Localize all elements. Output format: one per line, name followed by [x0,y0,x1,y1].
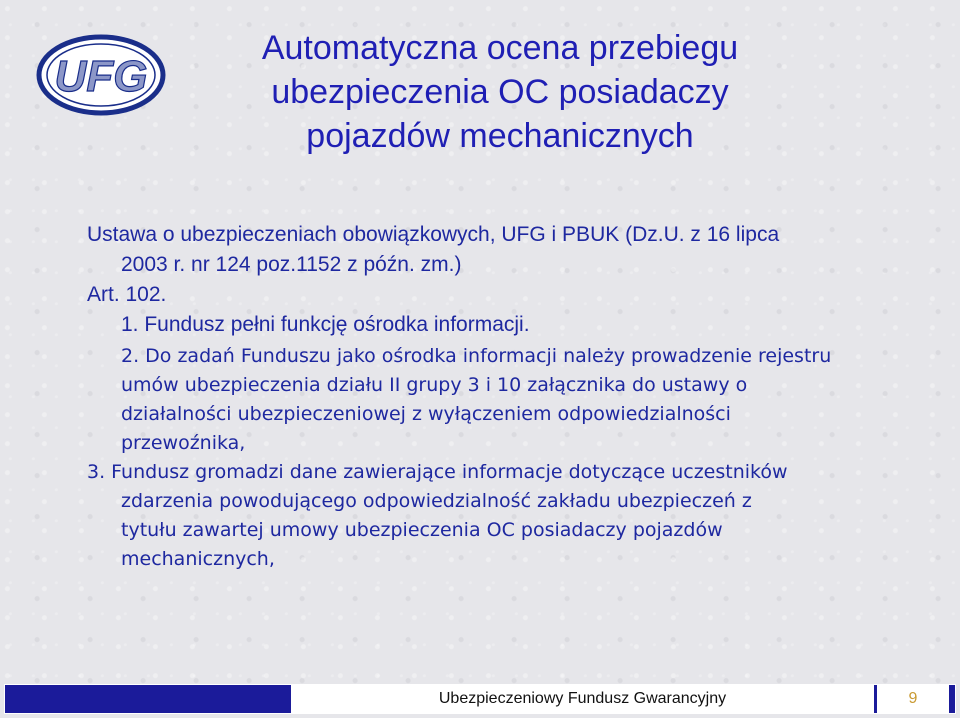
title-line: Automatyczna ocena przebiegu [261,29,739,67]
point-line: działalności ubezpieczeniowej z wyłączeniem odpowiedzialności [121,403,731,425]
slide-content [87,220,907,574]
title-line: pojazdów mechanicznych [306,117,694,155]
law-reference-line: 2003 r. nr 124 poz.1152 z późn. zm.) [121,253,462,276]
slide-title [190,26,810,158]
title-line: ubezpieczenia OC posiadaczy [271,73,729,111]
page-number: 9 [877,685,949,713]
intro-block [87,220,907,340]
footer-bar [4,684,956,714]
footer-label: Ubezpieczeniowy Fundusz Gwarancyjny [291,685,874,713]
article-heading: Art. 102. [87,283,167,306]
point-line: 2. Do zadań Funduszu jako ośrodka informacji należy prowadzenie rejestru [121,345,832,367]
point-line: przewoźnika, [121,432,246,454]
point-line: mechanicznych, [121,548,275,570]
point-line: zdarzenia powodującego odpowiedzialność zakładu ubezpieczeń z [121,490,752,512]
ufg-logo [36,34,166,116]
article-point [87,458,907,574]
point-line: 3. Fundusz gromadzi dane zawierające informacje dotyczące uczestników [87,461,788,483]
law-reference-line: Ustawa o ubezpieczeniach obowiązkowych, UFG i PBUK (Dz.U. z 16 lipca [87,223,780,246]
svg-text:UFG: UFG [54,52,148,101]
point-line: tytułu zawartej umowy ubezpieczenia OC posiadaczy pojazdów [121,519,723,541]
article-point [87,342,907,458]
article-point: 1. Fundusz pełni funkcję ośrodka informacji. [121,313,530,336]
point-line: umów ubezpieczenia działu II grupy 3 i 10 załącznika do ustawy o [121,374,748,396]
